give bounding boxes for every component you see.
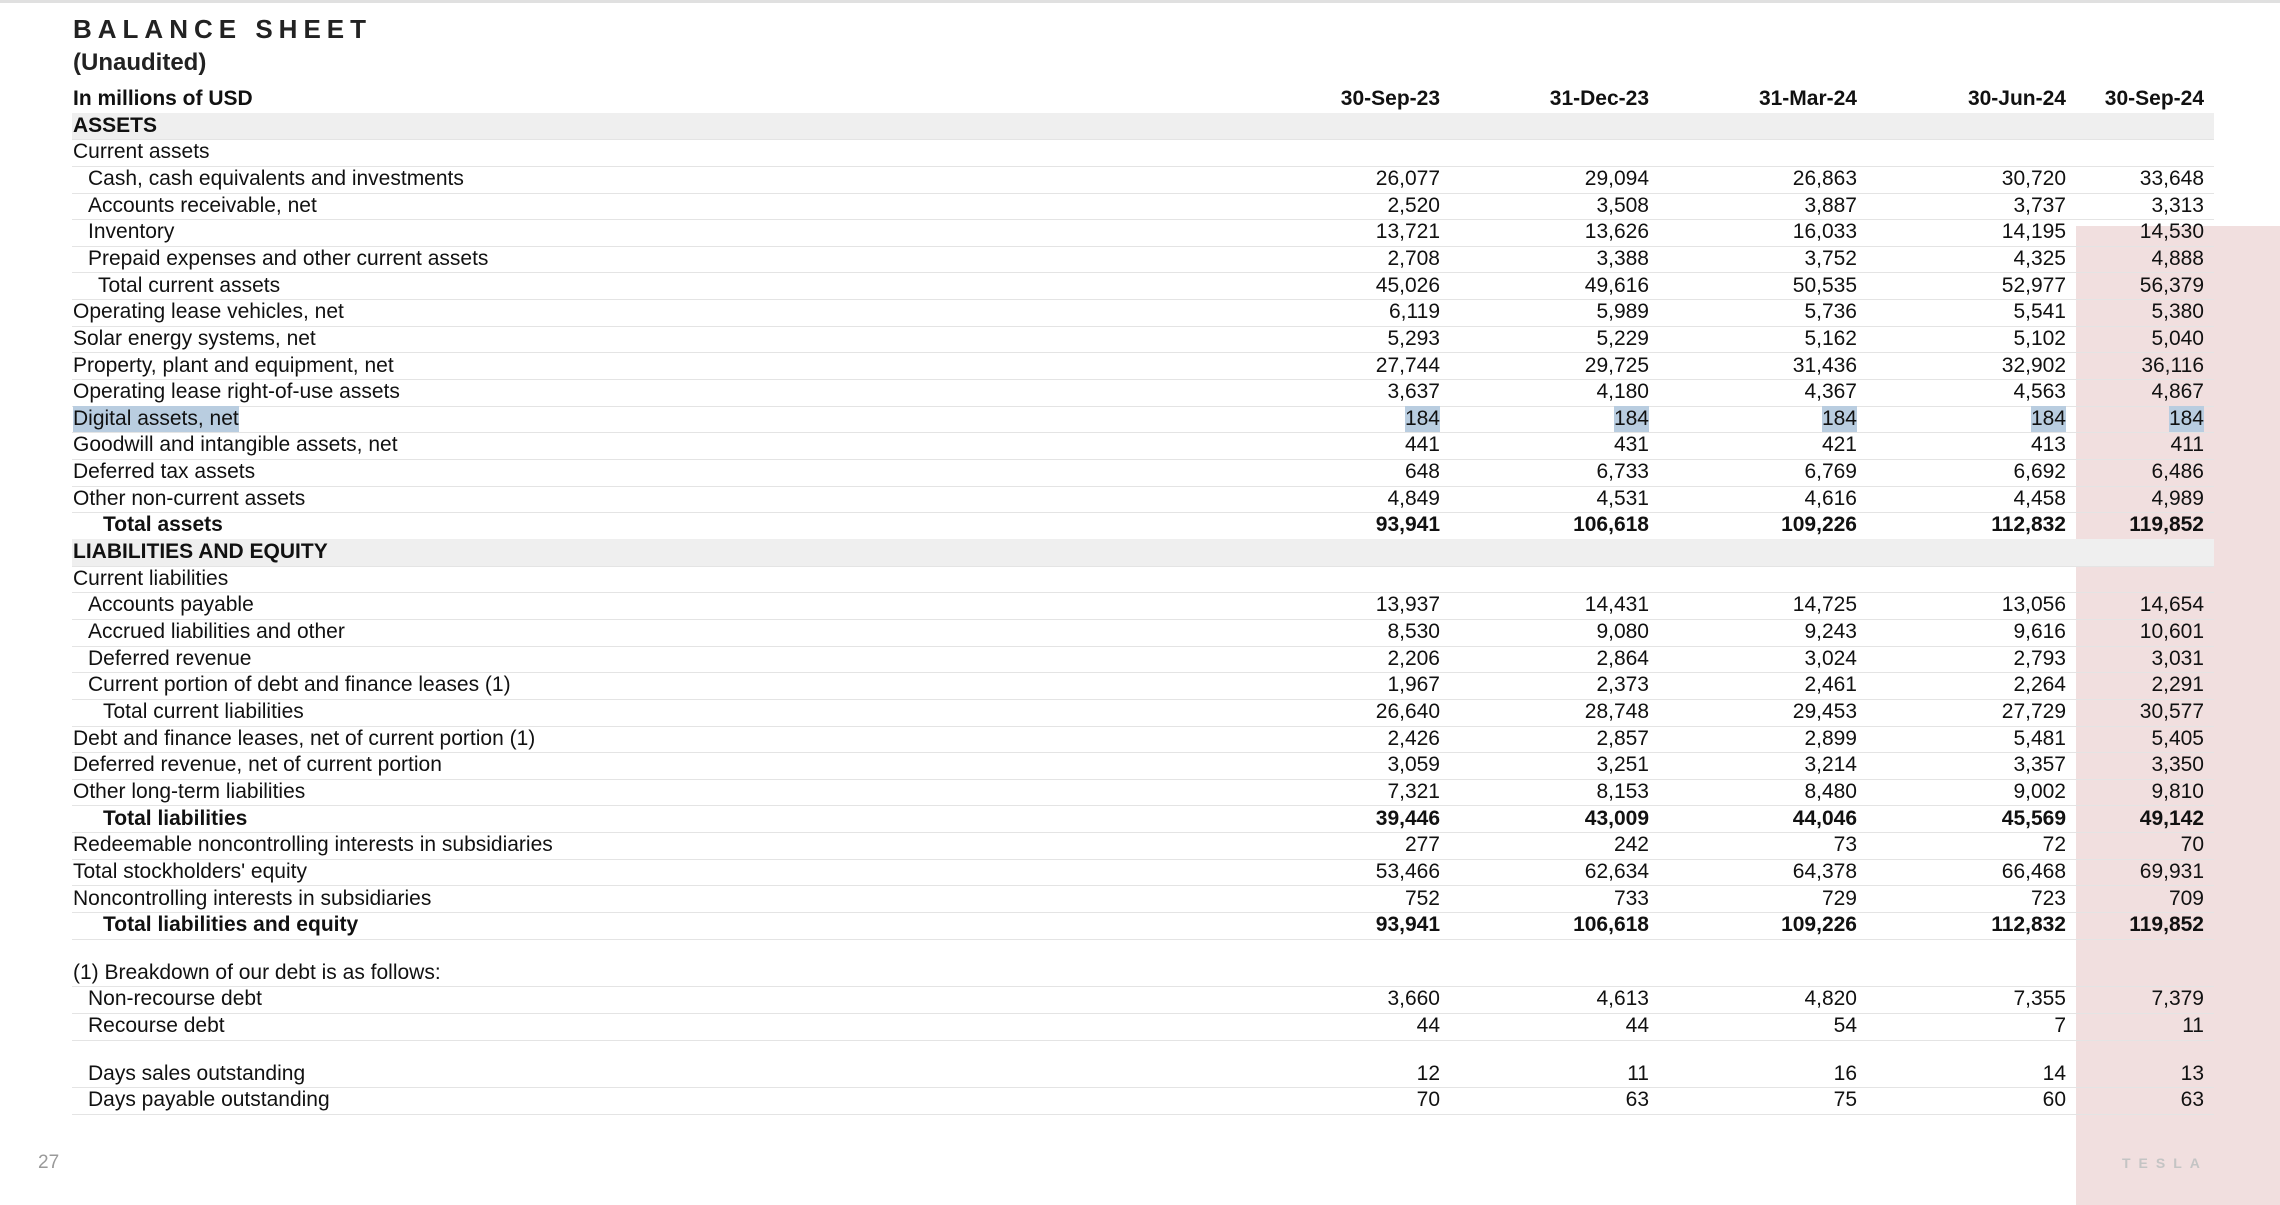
period-header: 30-Sep-24	[2104, 87, 2204, 110]
table-row	[72, 379, 2214, 407]
page-number: 27	[38, 1152, 60, 1173]
cell-value: 2,426	[1387, 726, 1440, 750]
cell-value: 2,708	[1387, 246, 1440, 270]
row-label: Deferred revenue	[88, 646, 252, 670]
table-row	[72, 646, 2214, 674]
table-row	[72, 672, 2214, 700]
cell-value: 70	[2180, 833, 2204, 857]
cell-value: 2,264	[2013, 673, 2066, 697]
cell-value: 2,373	[1596, 673, 1649, 697]
cell-value: 13,626	[1584, 220, 1649, 244]
row-label: Total assets	[103, 513, 223, 537]
cell-value: 70	[1416, 1088, 1440, 1112]
row-label: Operating lease right-of-use assets	[73, 380, 400, 404]
cell-value: 3,313	[2151, 193, 2204, 217]
cell-value: 3,357	[2013, 753, 2066, 777]
cell-value: 421	[1821, 433, 1857, 457]
cell-value: 62,634	[1584, 859, 1649, 883]
cell-value: 5,380	[2151, 300, 2204, 324]
cell-value: 2,206	[1387, 646, 1440, 670]
cell-value: 75	[1833, 1088, 1857, 1112]
cell-value: 4,613	[1596, 987, 1649, 1011]
table-row	[72, 752, 2214, 780]
cell-value: 26,077	[1375, 166, 1440, 190]
row-label: Inventory	[88, 220, 175, 244]
table-row	[72, 246, 2214, 274]
cell-value: 49,616	[1584, 273, 1649, 297]
cell-value: 709	[2168, 886, 2204, 910]
cell-value: 4,180	[1596, 380, 1649, 404]
cell-value: 3,031	[2151, 646, 2204, 670]
table-row	[72, 459, 2214, 487]
table-row	[72, 726, 2214, 754]
cell-value: 27,729	[2001, 699, 2066, 723]
period-header: 30-Sep-23	[1340, 87, 1440, 110]
table-row	[72, 219, 2214, 247]
cell-value: 49,142	[2139, 806, 2204, 830]
cell-value: 3,887	[1804, 193, 1857, 217]
cell-value: 6,692	[2013, 460, 2066, 484]
cell-value: 413	[2030, 433, 2066, 457]
table-row	[72, 886, 2214, 914]
cell-value: 6,769	[1804, 460, 1857, 484]
cell-value: 12	[1416, 1061, 1440, 1085]
cell-value: 648	[1404, 460, 1440, 484]
cell-value: 9,002	[2013, 779, 2066, 803]
cell-value: 5,736	[1804, 300, 1857, 324]
cell-value: 5,481	[2013, 726, 2066, 750]
cell-value: 72	[2042, 833, 2066, 857]
cell-value: 109,226	[1781, 513, 1857, 537]
page-subtitle: (Unaudited)	[73, 49, 207, 76]
table-row	[72, 273, 2214, 301]
cell-value: 73	[1833, 833, 1857, 857]
table-row	[72, 806, 2214, 834]
cell-value: 69,931	[2139, 859, 2204, 883]
cell-value: 30,720	[2001, 166, 2066, 190]
table-row	[72, 406, 2214, 434]
table-row	[72, 566, 2214, 594]
cell-value: 4,989	[2151, 486, 2204, 510]
cell-value: 9,243	[1804, 620, 1857, 643]
row-label: Total liabilities and equity	[103, 913, 359, 937]
cell-value: 9,810	[2151, 779, 2204, 803]
cell-value: 3,737	[2013, 193, 2066, 217]
cell-value: 109,226	[1781, 913, 1857, 937]
cell-value: 26,863	[1792, 166, 1857, 190]
cell-value: 184	[2030, 406, 2066, 430]
cell-value: 4,458	[2013, 486, 2066, 510]
cell-value: 10,601	[2139, 620, 2204, 643]
cell-value: 2,899	[1804, 726, 1857, 750]
cell-value: 3,024	[1804, 646, 1857, 670]
row-label: Total current liabilities	[103, 699, 304, 723]
cell-value: 64,378	[1792, 859, 1857, 883]
table-row	[72, 986, 2214, 1014]
row-label: Other non-current assets	[73, 486, 306, 510]
cell-value: 5,229	[1596, 326, 1649, 350]
cell-value: 14,195	[2001, 220, 2066, 244]
cell-value: 9,080	[1596, 620, 1649, 643]
table-row	[72, 1087, 2214, 1115]
table-row	[72, 432, 2214, 460]
page-title: BALANCE SHEET	[73, 14, 373, 44]
table-row	[72, 699, 2214, 727]
cell-value: 44	[1625, 1014, 1649, 1038]
cell-value: 431	[1613, 433, 1649, 457]
cell-value: 13,056	[2001, 593, 2066, 617]
cell-value: 184	[1821, 406, 1857, 430]
cell-value: 45,569	[2001, 806, 2066, 830]
cell-value: 4,820	[1804, 987, 1857, 1011]
cell-value: 31,436	[1792, 353, 1857, 377]
cell-value: 13	[2180, 1061, 2204, 1085]
cell-value: 27,744	[1375, 353, 1440, 377]
cell-value: 63	[1625, 1088, 1649, 1112]
table-row	[72, 859, 2214, 887]
cell-value: 4,325	[2013, 246, 2066, 270]
table-row	[72, 1061, 2214, 1089]
cell-value: 184	[1613, 406, 1649, 430]
table-row	[72, 779, 2214, 807]
table-row	[72, 166, 2214, 194]
cell-value: 14,654	[2139, 593, 2204, 617]
period-header: 30-Jun-24	[1967, 87, 2066, 110]
row-label: Debt and finance leases, net of current portion (1)	[73, 726, 536, 750]
row-label: Total current assets	[98, 273, 281, 297]
row-label: Days sales outstanding	[88, 1061, 306, 1085]
cell-value: 411	[2170, 433, 2204, 457]
cell-value: 26,640	[1375, 699, 1440, 723]
row-label: Accounts receivable, net	[88, 193, 317, 217]
cell-value: 8,480	[1804, 779, 1857, 803]
cell-value: 2,461	[1804, 673, 1857, 697]
cell-value: 3,388	[1596, 246, 1649, 270]
row-label: Prepaid expenses and other current assets	[88, 246, 489, 270]
cell-value: 2,520	[1387, 193, 1440, 217]
row-label: Accrued liabilities and other	[88, 620, 345, 643]
spacer-row	[72, 1040, 2214, 1061]
cell-value: 14,431	[1584, 593, 1649, 617]
table-row	[72, 592, 2214, 620]
table-header-row	[72, 86, 2214, 113]
cell-value: 52,977	[2001, 273, 2066, 297]
row-label: Property, plant and equipment, net	[73, 353, 394, 377]
cell-value: 36,116	[2141, 353, 2204, 377]
cell-value: 5,162	[1804, 326, 1857, 350]
cell-value: 45,026	[1375, 273, 1440, 297]
row-label: (1) Breakdown of our debt is as follows:	[73, 960, 441, 984]
cell-value: 30,577	[2139, 699, 2204, 723]
cell-value: 7	[2054, 1014, 2066, 1038]
cell-value: 7,321	[1387, 779, 1440, 803]
cell-value: 63	[2180, 1088, 2204, 1112]
cell-value: 1,967	[1387, 673, 1440, 697]
table-row	[72, 326, 2214, 354]
cell-value: 33,648	[2139, 166, 2204, 190]
cell-value: 29,094	[1584, 166, 1649, 190]
cell-value: 14	[2042, 1061, 2066, 1085]
cell-value: 8,153	[1596, 779, 1649, 803]
cell-value: 60	[2042, 1088, 2066, 1112]
period-header: 31-Mar-24	[1758, 87, 1857, 110]
cell-value: 4,531	[1596, 486, 1649, 510]
row-label: ASSETS	[73, 113, 158, 137]
cell-value: 6,733	[1596, 460, 1649, 484]
cell-value: 39,446	[1375, 806, 1440, 830]
cell-value: 32,902	[2001, 353, 2066, 377]
row-label: Operating lease vehicles, net	[73, 300, 344, 324]
period-header: 31-Dec-23	[1549, 87, 1649, 110]
cell-value: 2,864	[1596, 646, 1649, 670]
cell-value: 93,941	[1375, 513, 1440, 537]
section-header-row	[72, 539, 2214, 567]
table-row	[72, 1013, 2214, 1041]
cell-value: 2,857	[1596, 726, 1649, 750]
cell-value: 5,293	[1387, 326, 1440, 350]
cell-value: 43,009	[1584, 806, 1649, 830]
cell-value: 6,486	[2151, 460, 2204, 484]
cell-value: 16,033	[1792, 220, 1857, 244]
cell-value: 4,849	[1387, 486, 1440, 510]
row-label: Recourse debt	[88, 1014, 225, 1038]
table-row	[72, 912, 2214, 940]
cell-value: 6,119	[1389, 300, 1440, 324]
cell-value: 4,367	[1804, 380, 1857, 404]
cell-value: 3,350	[2151, 753, 2204, 777]
row-label: Current liabilities	[73, 566, 229, 590]
cell-value: 2,793	[2013, 646, 2066, 670]
row-label: Digital assets, net	[73, 406, 239, 430]
table-row	[72, 139, 2214, 167]
row-label: Days payable outstanding	[88, 1088, 330, 1112]
cell-value: 2,291	[2151, 673, 2204, 697]
table-row	[72, 619, 2214, 647]
cell-value: 106,618	[1573, 913, 1649, 937]
cell-value: 14,725	[1792, 593, 1857, 617]
spacer-row	[72, 939, 2214, 960]
units-label: In millions of USD	[73, 87, 253, 110]
row-label: Accounts payable	[88, 593, 254, 617]
table-row	[72, 299, 2214, 327]
section-header-row	[72, 113, 2214, 141]
cell-value: 9,616	[2013, 620, 2066, 643]
cell-value: 28,748	[1584, 699, 1649, 723]
cell-value: 752	[1404, 886, 1440, 910]
row-label: Goodwill and intangible assets, net	[73, 433, 398, 457]
cell-value: 16	[1833, 1061, 1857, 1085]
cell-value: 29,725	[1584, 353, 1649, 377]
cell-value: 3,637	[1387, 380, 1440, 404]
cell-value: 7,355	[2013, 987, 2066, 1011]
cell-value: 8,530	[1387, 620, 1440, 643]
cell-value: 44	[1416, 1014, 1440, 1038]
cell-value: 119,852	[2129, 913, 2204, 937]
row-label: Noncontrolling interests in subsidiaries	[73, 886, 432, 910]
cell-value: 50,535	[1792, 273, 1857, 297]
cell-value: 14,530	[2139, 220, 2204, 244]
cell-value: 3,660	[1387, 987, 1440, 1011]
cell-value: 3,214	[1804, 753, 1857, 777]
cell-value: 4,616	[1804, 486, 1857, 510]
cell-value: 5,102	[2013, 326, 2066, 350]
cell-value: 729	[1821, 886, 1857, 910]
table-row	[72, 512, 2214, 540]
table-row	[72, 353, 2214, 381]
cell-value: 112,832	[1991, 513, 2066, 537]
cell-value: 53,466	[1375, 859, 1440, 883]
cell-value: 242	[1613, 833, 1649, 857]
cell-value: 3,752	[1804, 246, 1857, 270]
cell-value: 7,379	[2151, 987, 2204, 1011]
cell-value: 3,508	[1596, 193, 1649, 217]
cell-value: 119,852	[2129, 513, 2204, 537]
cell-value: 723	[2030, 886, 2066, 910]
row-label: Non-recourse debt	[88, 987, 262, 1011]
table-row	[72, 193, 2214, 221]
cell-value: 5,541	[2013, 300, 2066, 324]
cell-value: 112,832	[1991, 913, 2066, 937]
cell-value: 93,941	[1375, 913, 1440, 937]
cell-value: 44,046	[1792, 806, 1857, 830]
top-border	[0, 0, 2280, 3]
cell-value: 4,867	[2151, 380, 2204, 404]
cell-value: 184	[2168, 406, 2204, 430]
row-label: Other long-term liabilities	[73, 779, 306, 803]
cell-value: 3,059	[1387, 753, 1440, 777]
cell-value: 4,563	[2013, 380, 2066, 404]
cell-value: 184	[1404, 406, 1440, 430]
row-label: Solar energy systems, net	[73, 326, 316, 350]
row-label: Total liabilities	[103, 806, 248, 830]
cell-value: 277	[1404, 833, 1440, 857]
cell-value: 733	[1613, 886, 1649, 910]
cell-value: 5,405	[2151, 726, 2204, 750]
cell-value: 4,888	[2151, 246, 2204, 270]
table-row	[72, 960, 2214, 988]
brand-logo: TESLA	[2122, 1155, 2208, 1171]
row-label: Current portion of debt and finance leases (1)	[88, 673, 511, 697]
cell-value: 66,468	[2001, 859, 2066, 883]
cell-value: 11	[2182, 1014, 2204, 1038]
row-label: Deferred tax assets	[73, 460, 256, 484]
cell-value: 56,379	[2139, 273, 2204, 297]
cell-value: 5,989	[1596, 300, 1649, 324]
row-label: Deferred revenue, net of current portion	[73, 753, 442, 777]
row-label: Current assets	[73, 140, 210, 164]
cell-value: 3,251	[1596, 753, 1649, 777]
cell-value: 29,453	[1792, 699, 1857, 723]
cell-value: 441	[1404, 433, 1440, 457]
table-row	[72, 486, 2214, 514]
row-label: Cash, cash equivalents and investments	[88, 166, 464, 190]
row-label: Total stockholders' equity	[73, 859, 307, 883]
cell-value: 54	[1833, 1014, 1857, 1038]
cell-value: 106,618	[1573, 513, 1649, 537]
cell-value: 13,937	[1375, 593, 1440, 617]
row-label: LIABILITIES AND EQUITY	[73, 540, 328, 564]
cell-value: 5,040	[2151, 326, 2204, 350]
table-row	[72, 832, 2214, 860]
row-label: Redeemable noncontrolling interests in subsidiaries	[73, 833, 553, 857]
cell-value: 13,721	[1375, 220, 1440, 244]
cell-value: 11	[1627, 1061, 1649, 1085]
